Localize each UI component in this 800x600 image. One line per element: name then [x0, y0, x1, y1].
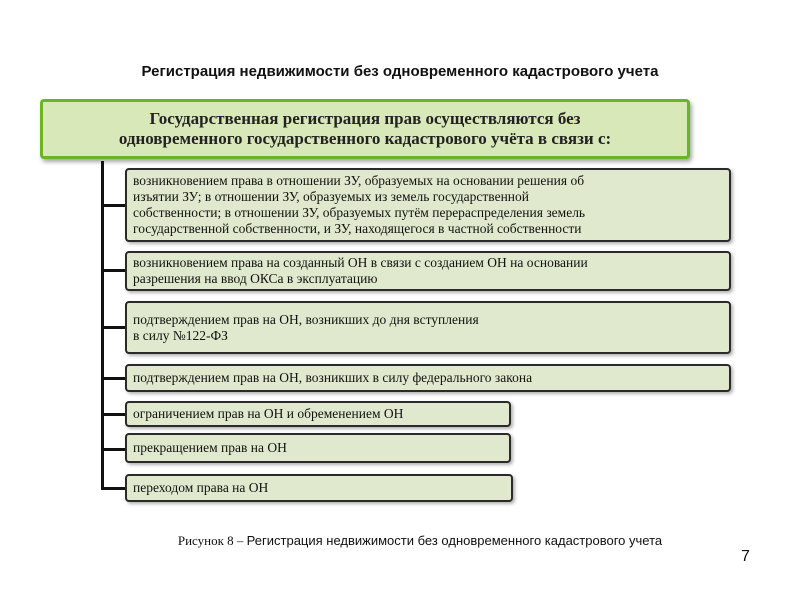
item-line: изъятии ЗУ; в отношении ЗУ, образуемых из земель государственной: [133, 189, 529, 204]
connector-branch: [101, 448, 127, 451]
header-box: [40, 99, 690, 159]
item-box-4: [125, 364, 731, 392]
connector-branch: [101, 204, 127, 207]
item-text: [133, 255, 588, 287]
item-line: государственной собственности, и ЗУ, находящегося в частной собственности: [133, 221, 582, 236]
item-line: подтверждением прав на ОН, возникших в силу федерального закона: [133, 370, 533, 385]
item-line: подтверждением прав на ОН, возникших до дня вступления: [133, 311, 479, 327]
item-line: ограничением прав на ОН и обременением ОН: [133, 406, 404, 421]
connector-branch: [101, 487, 127, 490]
item-line: возникновением права на созданный ОН в связи с созданием ОН на основании: [133, 255, 588, 270]
item-line: возникновением права в отношении ЗУ, образуемых на основании решения об: [133, 173, 585, 188]
connector-branch: [101, 269, 127, 272]
item-box-2: [125, 251, 731, 291]
header-text: [119, 109, 611, 149]
connector-branch: [101, 413, 127, 416]
header-line-1: Государственная регистрация прав осуществляются без: [149, 109, 581, 128]
slide-title: Регистрация недвижимости без одновременного кадастрового учета: [141, 63, 659, 80]
figure-caption: [0, 533, 800, 549]
connector-branch: [101, 377, 127, 380]
item-box-6: [125, 433, 511, 463]
item-line: переходом права на ОН: [133, 480, 269, 495]
item-box-1: [125, 168, 731, 242]
connector-branch: [101, 326, 127, 329]
item-line: собственности; в отношении ЗУ, образуемых путём перераспределения земель: [133, 205, 586, 220]
header-line-2: одновременного государственного кадастрового учёта в связи с:: [118, 129, 612, 148]
item-line: в силу №122-ФЗ: [133, 327, 228, 343]
page-number: 7: [741, 548, 750, 565]
item-text: [133, 312, 479, 344]
item-text: [133, 173, 585, 237]
caption-prefix: Рисунок 8 –: [177, 533, 244, 548]
caption-text: Регистрация недвижимости без одновременного кадастрового учета: [246, 533, 663, 548]
item-line: прекращением прав на ОН: [133, 440, 287, 455]
item-line: разрешения на ввод ОКСа в эксплуатацию: [133, 271, 378, 286]
connector-trunk: [101, 161, 104, 489]
item-box-7: [125, 474, 513, 502]
item-box-3: [125, 301, 731, 354]
item-box-5: [125, 401, 511, 427]
